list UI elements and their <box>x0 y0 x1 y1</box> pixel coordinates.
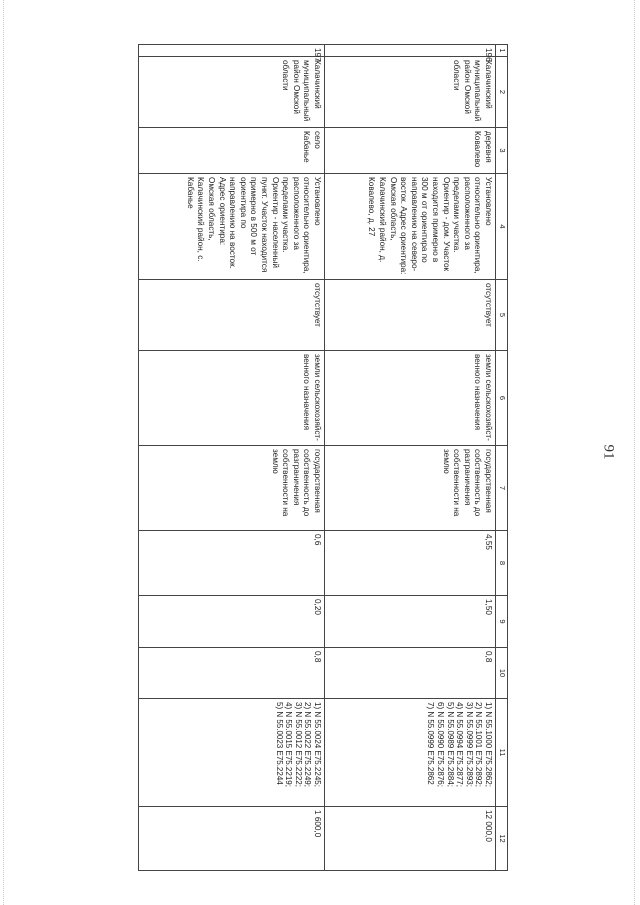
land-category-cell: земли сельскохозяйст-венного назначения <box>139 351 325 446</box>
land-plots-table <box>138 44 508 871</box>
cadastral-cell: отсутствует <box>325 280 496 351</box>
ownership-cell: государственная собственность до разграничения собственности на землю <box>139 446 325 531</box>
value-cell: 12 000,0 <box>325 807 496 871</box>
scan-edge-left <box>3 0 4 905</box>
cadastral-cell: отсутствует <box>139 280 325 351</box>
header-cell: 7 <box>496 446 508 531</box>
header-cell: 11 <box>496 699 508 807</box>
area-cell: 0,6 <box>139 531 325 596</box>
coordinates-cell: 1) N 55.1000 E75.2862; 2) N 55.1001 E75.2892; 3) N 55.0999 E75.2893; 4) N 55.0994 E75.2877; 5) N 55.0989 E75.2884; 6) N 55.0990 E75.2876; 7) N 55.0999 E75.2862 <box>325 699 496 807</box>
header-row <box>496 45 508 871</box>
row-number-cell: 197 <box>139 45 325 57</box>
location-cell: Установлено относительно ориентира, расположенного за пределами участка. Ориентир - дом. Участок находится примерно в 300 м от ориентира по направлению на северо-восток. Адрес ориентира: Омская область, Калачинский район, д. Ковалево, д. 27 <box>325 174 496 280</box>
settlement-cell: деревня Ковалево <box>325 128 496 174</box>
depth-cell: 0,20 <box>139 596 325 648</box>
header-cell: 12 <box>496 807 508 871</box>
header-cell: 1 <box>496 45 508 57</box>
district-cell: Калачинский муниципальный район Омской области <box>325 57 496 128</box>
header-cell: 10 <box>496 648 508 699</box>
coefficient-cell: 0,8 <box>139 648 325 699</box>
ownership-cell: государственная собственность до разграничения собственности на землю <box>325 446 496 531</box>
scan-edge-right <box>634 0 635 905</box>
header-cell: 6 <box>496 351 508 446</box>
table-row <box>325 45 496 871</box>
table-row <box>139 45 325 871</box>
header-cell: 8 <box>496 531 508 596</box>
coefficient-cell: 0,8 <box>325 648 496 699</box>
row-number-cell: 196 <box>325 45 496 57</box>
value-cell: 1 600,0 <box>139 807 325 871</box>
header-cell: 4 <box>496 174 508 280</box>
page-number: 91 <box>600 444 617 460</box>
land-category-cell: земли сельскохозяйст-венного назначения <box>325 351 496 446</box>
header-cell: 9 <box>496 596 508 648</box>
land-plots-table-wrapper <box>138 44 508 870</box>
depth-cell: 1,50 <box>325 596 496 648</box>
header-cell: 2 <box>496 57 508 128</box>
settlement-cell: село Кабанье <box>139 128 325 174</box>
district-cell: Калачинский муниципальный район Омской области <box>139 57 325 128</box>
header-cell: 5 <box>496 280 508 351</box>
location-cell: Установлено относительно ориентира, расположенного за пределами участка. Ориентир - населенный пункт. Участок находится примерно в 500 м от ориентира по направлению на восток. Адрес ориентира: Омская область, Калачинский район, с. Кабанье <box>139 174 325 280</box>
coordinates-cell: 1) N 55.0024 E75.2245; 2) N 55.0022 E75.2249; 3) N 55.0012 E75.2222; 4) N 55.0015 E75.2219; 5) N 55.0023 E75.2244 <box>139 699 325 807</box>
header-cell: 3 <box>496 128 508 174</box>
area-cell: 4,55 <box>325 531 496 596</box>
